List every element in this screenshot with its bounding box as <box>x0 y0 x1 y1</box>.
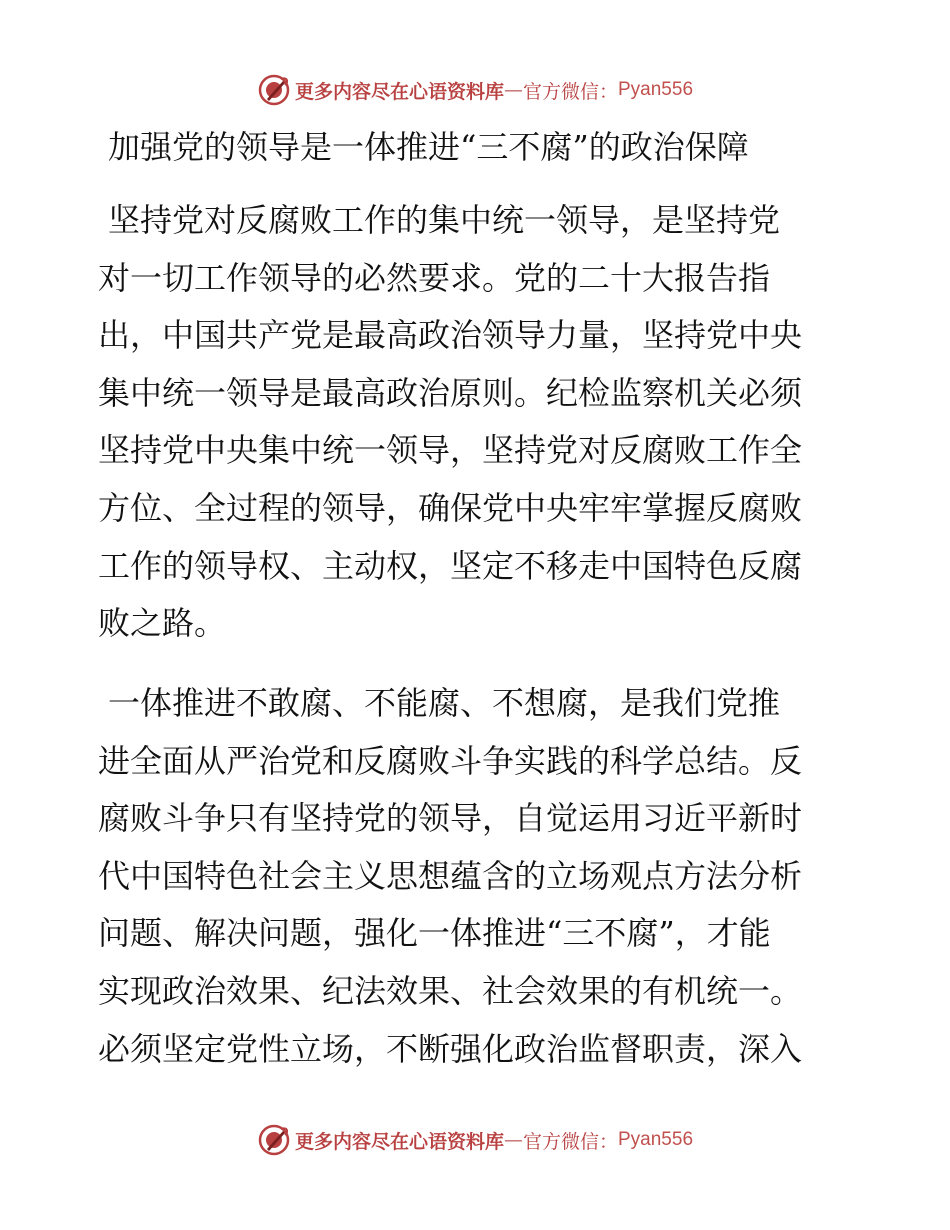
footer-watermark-banner <box>0 1120 950 1160</box>
banner-main-text: 更多内容尽在心语资料库 <box>294 1130 504 1153</box>
paragraph-line: 方位、全过程的领导，确保党中央牢牢掌握反腐败 <box>98 488 803 527</box>
paragraph-line: 实现政治效果、纪法效果、社会效果的有机统一。 <box>98 971 803 1010</box>
paragraph-1 <box>98 192 850 653</box>
banner-wechat-id: Pyan556 <box>618 1129 694 1150</box>
banner-wechat-label: 官方微信： <box>522 80 618 103</box>
quill-logo-icon <box>257 73 291 107</box>
header-watermark-banner <box>0 70 950 110</box>
paragraph-2 <box>98 675 850 1078</box>
paragraph-line: 坚持党对反腐败工作的集中统一领导，是坚持党 <box>108 201 781 239</box>
quill-logo-icon <box>257 1123 291 1157</box>
banner-wechat-label: 官方微信： <box>522 1130 618 1153</box>
banner-main-text: 更多内容尽在心语资料库 <box>294 80 504 103</box>
paragraph-line: 代中国特色社会主义思想蕴含的立场观点方法分析 <box>98 856 803 895</box>
paragraph-line: 对一切工作领导的必然要求。党的二十大报告指 <box>98 258 771 297</box>
paragraph-line: 腐败斗争只有坚持党的领导，自觉运用习近平新时 <box>98 799 803 838</box>
paragraph-line: 工作的领导权、主动权，坚定不移走中国特色反腐 <box>98 546 803 585</box>
paragraph-line: 集中统一领导是最高政治原则。纪检监察机关必须 <box>98 373 803 412</box>
banner-wechat-id: Pyan556 <box>618 79 694 100</box>
paragraph-line: 败之路。 <box>98 604 227 643</box>
paragraph-line: 必须坚定党性立场，不断强化政治监督职责，深入 <box>98 1029 803 1068</box>
paragraph-line: 进全面从严治党和反腐败斗争实践的科学总结。反 <box>98 741 803 780</box>
paragraph-line: 问题、解决问题，强化一体推进“三不腐”，才能 <box>98 914 771 953</box>
document-title: 加强党的领导是一体推进“三不腐”的政治保障 <box>108 128 749 166</box>
paragraph-line: 一体推进不敢腐、不能腐、不想腐，是我们党推 <box>108 684 781 722</box>
banner-separator: — <box>503 1129 523 1151</box>
banner-separator: — <box>503 79 523 101</box>
paragraph-line: 出，中国共产党是最高政治领导力量，坚持党中央 <box>98 316 803 355</box>
paragraph-line: 坚持党中央集中统一领导，坚持党对反腐败工作全 <box>98 431 803 470</box>
